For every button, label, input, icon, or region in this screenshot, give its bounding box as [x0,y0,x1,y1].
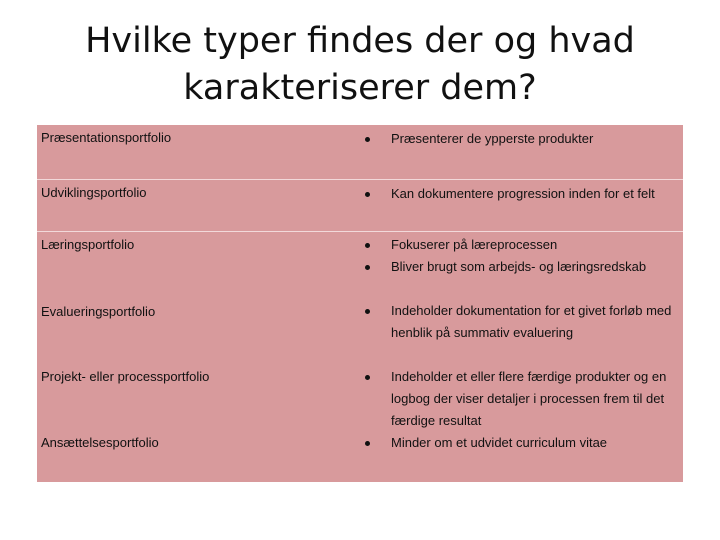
portfolio-type-laering: Læringsportfolio [41,237,135,252]
bullet-icon [365,243,370,248]
portfolio-table [37,124,683,483]
bullet-text: Kan dokumentere progression inden for et felt [391,186,655,201]
portfolio-type-praesentation: Præsentationsportfolio [41,130,172,145]
bullet-icon [365,192,370,197]
slide-title-line-1: Hvilke typer findes der og hvad [85,21,635,61]
row-divider [37,179,683,180]
portfolio-type-projekt: Projekt- eller processportfolio [41,369,210,384]
bullet-icon [365,265,370,270]
bullet-text: Indeholder dokumentation for et givet forløb med henblik på summativ evaluering [391,303,672,340]
bullet-text: Indeholder et eller flere færdige produkter og en logbog der viser detaljer i processen frem til det færdige resultat [391,369,667,428]
row-divider [37,231,683,232]
bullet-icon [365,441,370,446]
bullet-text: Præsenterer de ypperste produkter [391,131,594,146]
bullet-text: Fokuserer på læreprocessen [391,237,558,252]
slide-title-line-2: karakteriserer dem? [183,68,537,108]
slide-title [60,18,660,112]
bullet-icon [365,375,370,380]
portfolio-type-udvikling: Udviklingsportfolio [41,185,147,200]
bullet-text: Minder om et udvidet curriculum vitae [391,435,608,450]
portfolio-type-ansaettelse: Ansættelsesportfolio [41,435,159,450]
bullet-icon [365,137,370,142]
bullet-icon [365,309,370,314]
bullet-text: Bliver brugt som arbejds- og læringsredskab [391,259,647,274]
portfolio-type-evaluering: Evalueringsportfolio [41,304,156,319]
